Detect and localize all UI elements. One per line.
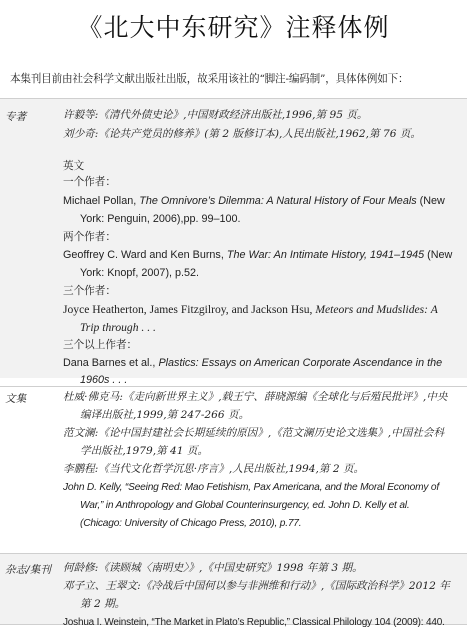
entry-line: 编译出版社,1999,第 247-266 页。 bbox=[80, 409, 250, 421]
author: Joyce Heatherton, James Fitzgilroy, and Jackson Hsu, bbox=[63, 303, 316, 316]
entry-line: 三个以上作者： bbox=[63, 339, 138, 351]
entry-line: 第 2 期。 bbox=[80, 598, 126, 610]
entry-line: John D. Kelly, “Seeing Red: Mao Fetishism, Pax Americana, and the Moral Economy of bbox=[63, 482, 439, 493]
page-title: 《北大中东研究》注释体例 bbox=[77, 13, 390, 42]
label-journal: 杂志/集刊 bbox=[5, 564, 51, 576]
entry-line: War,” in Anthropology and Global Counterinsurgency, ed. John D. Kelly et al. bbox=[80, 500, 410, 511]
author: Dana Barnes et al., bbox=[63, 357, 159, 369]
book-title: The Omnivore’s Dilemma: A Natural History of Four Meals bbox=[139, 195, 417, 207]
book-title: The War: An Intimate History, 1941–1945 bbox=[226, 249, 425, 261]
entry-line: 范文澜:《论中国封建社会长期延续的原因》,《范文澜历史论文选集》,中国社会科 bbox=[63, 427, 445, 439]
entry-line: 杜威·佛克马:《走向新世界主义》,载王宁、薛晓源编《全球化与后殖民批评》,中央 bbox=[63, 391, 448, 403]
row-monograph bbox=[0, 98, 467, 386]
entry-line: Trip through . . . bbox=[80, 321, 156, 334]
author: Michael Pollan, bbox=[63, 195, 140, 207]
book-title: Plastics: Essays on American Corporate Ascendance in the bbox=[158, 357, 443, 369]
entry-line bbox=[63, 195, 459, 208]
entry-line: Joshua I. Weinstein, “The Market in Plato’s Republic,” Classical Philology 104 (2009): 440. bbox=[63, 617, 445, 628]
entry-line bbox=[63, 357, 459, 370]
entry-line: 刘少奇:《论共产党员的修养》(第 2 版修订本),人民出版社,1962,第 76 页。 bbox=[63, 128, 422, 140]
book-title: Meteors and Mudslides: A bbox=[315, 303, 438, 316]
entry-line: York: Penguin, 2006),pp. 99–100. bbox=[80, 213, 241, 225]
entry-line: 英文 bbox=[63, 160, 85, 172]
author: Geoffrey C. Ward and Ken Burns, bbox=[63, 249, 227, 261]
citation-table bbox=[0, 98, 467, 628]
entry-line bbox=[63, 303, 459, 316]
entry-line: 三个作者： bbox=[63, 285, 116, 297]
row-journal bbox=[0, 553, 467, 628]
entry-line: 1960s . . . bbox=[80, 374, 128, 386]
entry-line: 两个作者： bbox=[63, 231, 116, 243]
row-collection bbox=[0, 386, 467, 553]
entry-line: 一个作者： bbox=[63, 176, 116, 188]
entry-line bbox=[63, 249, 459, 262]
entry-line: 学出版社,1979,第 41 页。 bbox=[80, 445, 209, 457]
entry-text: (New bbox=[416, 195, 445, 207]
label-monograph: 专著 bbox=[5, 111, 27, 123]
entry-line: 邓子立、王翠文:《冷战后中国何以参与非洲维和行动》,《国际政治科学》2012 年 bbox=[63, 580, 450, 592]
entry-line: York: Knopf, 2007), p.52. bbox=[80, 267, 200, 279]
entry-line: 何龄修:《读顾城〈南明史〉》,《中国史研究》1998 年第 3 期。 bbox=[63, 562, 363, 574]
entry-line: 李鹏程:《当代文化哲学沉思·序言》,人民出版社,1994,第 2 页。 bbox=[63, 463, 365, 475]
label-collection: 文集 bbox=[5, 393, 27, 405]
entry-text: (New bbox=[424, 249, 453, 261]
entry-line: 许毅等:《清代外债史论》,中国财政经济出版社,1996,第 95 页。 bbox=[63, 109, 368, 121]
entry-line: (Chicago: University of Chicago Press, 2010), p.77. bbox=[80, 518, 302, 529]
intro-text: 本集刊目前由社会科学文献出版社出版，故采用该社的“脚注-编码制”，具体体例如下： bbox=[10, 73, 409, 85]
